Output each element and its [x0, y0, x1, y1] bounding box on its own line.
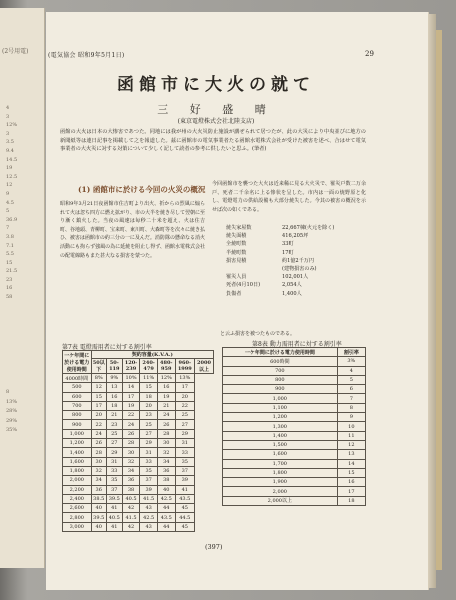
- left-page-value: 3.5: [6, 139, 14, 146]
- table-cell: 37: [140, 476, 158, 485]
- loss-label: 損害見積: [226, 257, 247, 264]
- table7-column-header: 480-959: [157, 359, 175, 374]
- table-cell: 2,400: [63, 494, 92, 503]
- table-cell: 32: [91, 466, 106, 475]
- journal-header: (電気協会 昭和9年5月1日): [48, 52, 125, 59]
- table-cell: 44: [157, 504, 175, 513]
- table-cell: 44.5: [175, 513, 194, 522]
- table-cell: 34: [91, 476, 106, 485]
- table-cell: 36: [91, 485, 106, 494]
- table-cell: 16: [157, 383, 175, 392]
- table-cell: 21: [106, 411, 122, 420]
- table-cell: 41: [175, 485, 194, 494]
- table-cell: 1,700: [223, 459, 338, 468]
- table-cell: 27: [140, 429, 158, 438]
- left-page-value: 14.5: [6, 156, 18, 163]
- table-cell: 23: [106, 420, 122, 429]
- table-cell: 16: [337, 478, 365, 487]
- table-cell: 43.5: [157, 513, 175, 522]
- table-row: [223, 431, 366, 440]
- table-cell: 600: [63, 392, 92, 401]
- left-page-value: 35%: [6, 427, 18, 433]
- left-page-fragment: [0, 8, 45, 568]
- left-page-value: 3: [6, 130, 10, 137]
- table-cell: 13%: [175, 374, 194, 383]
- table-cell: 800: [63, 411, 92, 420]
- table-cell: 3%: [337, 357, 365, 366]
- table-cell: 19: [157, 392, 175, 401]
- table-cell: 1,200: [63, 439, 92, 448]
- table-cell: 33: [175, 448, 194, 457]
- table-row: [63, 504, 214, 513]
- table-cell: 45: [175, 504, 194, 513]
- left-page-value: 15: [6, 259, 13, 266]
- table-cell: 41.5: [122, 513, 140, 522]
- table-cell: 33: [140, 457, 158, 466]
- page-number: 29: [365, 50, 374, 58]
- table-cell: 14: [337, 459, 365, 468]
- left-page-value: 3: [6, 113, 10, 120]
- table-cell: 20: [91, 411, 106, 420]
- table-cell: 800: [223, 375, 338, 384]
- table-cell: 35: [140, 466, 158, 475]
- table-row: [63, 392, 214, 401]
- table-cell: 27: [106, 439, 122, 448]
- table-cell: 31: [140, 448, 158, 457]
- table-cell: 19: [122, 401, 140, 410]
- table-cell: 9: [337, 413, 365, 422]
- table-cell: 28: [91, 448, 106, 457]
- table-cell: 16: [106, 392, 122, 401]
- table-row: [63, 420, 214, 429]
- table-cell: 40: [91, 504, 106, 513]
- section-left-text: 昭和9年3月21日夜函館市住吉町より出火、折からの烈風に煽られて火は忽ち四方に燃え拡がり、市の大半を焼き尽して翌朝に至り漸く鎮火した。当夜の風速は毎秒二十米を超え、火は住吉町、谷地頭、青柳町、宝来町、東川町、大森町等を次々に焼き払ひ、被害は函館市の約三分の一に及んだ。消防隊の懸命なる消火活動にも拘らず強風の為に延焼を阻止し得ず、函館水電株式会社の配電線路もまた甚大なる損害を蒙つた。: [60, 201, 206, 259]
- table-cell: 1,500: [223, 440, 338, 449]
- table-row: [223, 468, 366, 477]
- left-page-value: 12.5: [6, 173, 18, 180]
- table-cell: 700: [223, 366, 338, 375]
- book-cover-edge: [436, 30, 442, 570]
- table-cell: 43: [140, 522, 158, 531]
- left-page-value: 4: [6, 105, 10, 111]
- table-cell: 20: [175, 392, 194, 401]
- loss-row: [226, 273, 366, 281]
- loss-label: 負傷者: [226, 290, 242, 297]
- table-cell: 30: [122, 448, 140, 457]
- table-cell: 42: [122, 522, 140, 531]
- loss-label: 焼失面積: [226, 233, 247, 240]
- left-page-column-lower: [6, 388, 17, 436]
- loss-value: 17町: [282, 249, 294, 256]
- table-cell: 45: [175, 522, 194, 531]
- loss-value: 416,205坪: [282, 233, 309, 240]
- loss-value: 22,667棟(火元を除く): [282, 225, 335, 231]
- table-cell: 36: [122, 476, 140, 485]
- loss-row: [226, 249, 366, 257]
- table-cell: 25: [106, 429, 122, 438]
- table-cell: 38: [157, 476, 175, 485]
- table-cell: 4: [337, 366, 365, 375]
- table-cell: 1,600: [223, 450, 338, 459]
- table-cell: 700: [63, 401, 92, 410]
- table-row: [223, 487, 366, 496]
- table-cell: 23: [140, 411, 158, 420]
- table-cell: 3,000: [63, 522, 92, 531]
- table-cell: 26: [157, 420, 175, 429]
- table-row: [223, 422, 366, 431]
- table-cell: 28: [122, 439, 140, 448]
- table-cell: 31: [175, 439, 194, 448]
- table-cell: 6: [337, 385, 365, 394]
- table-row: [63, 429, 214, 438]
- loss-label: 罹災人員: [226, 274, 247, 281]
- table-cell: 28: [157, 429, 175, 438]
- section-heading: (1) 函館市に於ける今回の火災の概況: [78, 185, 206, 194]
- table-cell: 2,800: [63, 513, 92, 522]
- table-cell: 42.5: [140, 513, 158, 522]
- left-page-value: 13%: [6, 398, 18, 405]
- table-cell: 25: [175, 411, 194, 420]
- table-cell: 15: [91, 392, 106, 401]
- table-cell: 40.5: [122, 494, 140, 503]
- table-cell: 12: [337, 440, 365, 449]
- left-page-value: 4.5: [6, 199, 14, 206]
- author-affiliation: (東京電燈株式会社北陸支店): [177, 118, 255, 125]
- table-cell: 1,800: [63, 466, 92, 475]
- table-cell: 17: [91, 401, 106, 410]
- table-row: [63, 522, 214, 531]
- table7-column-header: 50-119: [106, 359, 122, 374]
- left-page-value: 7.1: [6, 242, 14, 249]
- table-cell: 29: [140, 439, 158, 448]
- table7-caption: 第7表 電燈需用者に対する割引率: [62, 344, 152, 351]
- table7-lighting-discount: [62, 350, 214, 532]
- section-right-text: 今回函館市を襲つた大火は近来稀に見る大火災で、罹災戸数二万余戸、死者二千余名に上る惨状を呈した。市内は一面の焼野原と化し、電燈電力の供給設備も大部分焼失した。今其の被害の概況を示せば次の如くである。: [212, 181, 366, 213]
- table-cell: 12: [91, 383, 106, 392]
- left-page-column: [6, 104, 17, 302]
- table-cell: 41: [106, 522, 122, 531]
- table-cell: 500: [63, 383, 92, 392]
- table-cell: 17: [175, 383, 194, 392]
- table8-power-discount: [222, 347, 366, 506]
- table-row: [223, 440, 366, 449]
- table-cell: 900: [63, 420, 92, 429]
- table-row: [223, 478, 366, 487]
- left-page-value: 19: [6, 165, 13, 172]
- table7-column-header: 240-479: [140, 359, 158, 374]
- table-row: [63, 466, 214, 475]
- table-cell: 21: [157, 401, 175, 410]
- table7-header-hours: 一ケ年間に於ける電力使用時間: [64, 352, 90, 373]
- table-cell: 26: [91, 439, 106, 448]
- left-page-value: 12: [6, 182, 13, 189]
- table-row: [63, 411, 214, 420]
- left-page-value: 3.8: [6, 233, 14, 240]
- table-cell: 30: [91, 457, 106, 466]
- left-page-value: 5.5: [6, 251, 14, 258]
- table-cell: 1,000: [63, 429, 92, 438]
- table-cell: 1,400: [63, 448, 92, 457]
- table-cell: 1,200: [223, 413, 338, 422]
- table8-header-hours: 一ケ年間に於ける電力使用時間: [223, 348, 338, 357]
- table8-caption: 第8表 動力需用者に対する割引率: [252, 341, 342, 348]
- table-row: [223, 450, 366, 459]
- table-cell: 7: [337, 394, 365, 403]
- table-cell: 34: [122, 466, 140, 475]
- table-cell: 2,200: [63, 485, 92, 494]
- table-cell: 29: [175, 429, 194, 438]
- loss-value: (建物損害のみ): [282, 266, 317, 273]
- table-cell: 17: [122, 392, 140, 401]
- left-page-value: 21.5: [6, 268, 18, 275]
- table-cell: 33: [106, 466, 122, 475]
- table-row: [63, 485, 214, 494]
- table-cell: 32: [157, 448, 175, 457]
- loss-summary-list: [226, 224, 366, 298]
- table-cell: 18: [140, 392, 158, 401]
- table-row: [63, 494, 214, 503]
- loss-row: [226, 240, 366, 248]
- table-cell: 44: [157, 522, 175, 531]
- loss-label: 全焼町数: [226, 241, 247, 248]
- loss-value: 約1億2千万円: [282, 257, 314, 264]
- table-cell: 8%: [91, 374, 106, 383]
- page-edge: [428, 14, 436, 588]
- left-page-value: 58: [6, 294, 13, 301]
- table7-column-header: 120-239: [122, 359, 140, 374]
- table-row: [63, 374, 214, 383]
- table-cell: 31: [106, 457, 122, 466]
- table-cell: 39.5: [91, 513, 106, 522]
- left-page-value: 23: [6, 276, 13, 283]
- table-cell: 15: [140, 383, 158, 392]
- loss-row: [226, 224, 366, 232]
- left-page-value: 16: [6, 285, 13, 292]
- loss-row: [226, 290, 366, 298]
- left-page-value: 5: [6, 208, 10, 215]
- left-page-value: 29%: [6, 417, 18, 424]
- left-page-value: 9: [6, 190, 10, 197]
- footer-page-label: (397): [205, 543, 223, 551]
- loss-label: 半焼町数: [226, 249, 247, 256]
- loss-row: [226, 265, 366, 273]
- table-cell: 2,600: [63, 504, 92, 513]
- table-cell: 11: [337, 431, 365, 440]
- table-cell: 13: [337, 450, 365, 459]
- left-page-value: 7: [6, 225, 10, 232]
- table-cell: 41.5: [140, 494, 158, 503]
- loss-label: 焼失家屋数: [226, 225, 252, 231]
- table-row: [63, 383, 214, 392]
- table-cell: 35: [106, 476, 122, 485]
- table-cell: 24: [122, 420, 140, 429]
- left-page-value: 9.4: [6, 147, 14, 154]
- table-cell: 42: [122, 504, 140, 513]
- table-cell: 37: [175, 466, 194, 475]
- table-cell: 14: [122, 383, 140, 392]
- table-cell: 43.5: [175, 494, 194, 503]
- table-cell: 29: [106, 448, 122, 457]
- table-cell: 5: [337, 375, 365, 384]
- table-cell: 2,000: [223, 487, 338, 496]
- loss-row: [226, 232, 366, 240]
- table-cell: 13: [106, 383, 122, 392]
- table-cell: 10: [337, 422, 365, 431]
- table-cell: 36: [157, 466, 175, 475]
- loss-summary-closing: と云ふ損害を被つたものである。: [220, 331, 296, 337]
- table-row: [63, 448, 214, 457]
- loss-label: [226, 265, 282, 273]
- loss-row: [226, 281, 366, 289]
- table-row: [223, 385, 366, 394]
- table-cell: 41: [106, 504, 122, 513]
- loss-row: [226, 257, 366, 265]
- table7-column-header: 960-1999: [175, 359, 194, 374]
- table-cell: 39: [175, 476, 194, 485]
- table-cell: 30: [157, 439, 175, 448]
- table-row: [223, 459, 366, 468]
- table-cell: 43: [140, 504, 158, 513]
- article-title: 函館市に大火の就て: [117, 75, 315, 95]
- table-cell: 25: [140, 420, 158, 429]
- loss-value: 1,400人: [282, 290, 302, 297]
- table-cell: 39: [140, 485, 158, 494]
- table-row: [63, 476, 214, 485]
- table-cell: 10%: [122, 374, 140, 383]
- table-cell: 2,000以上: [223, 496, 338, 505]
- table-row: [223, 357, 366, 366]
- table-row: [63, 513, 214, 522]
- table-cell: 18: [337, 496, 365, 505]
- table-cell: 42.5: [157, 494, 175, 503]
- table-row: [223, 394, 366, 403]
- loss-value: 33町: [282, 241, 294, 248]
- table-row: [223, 413, 366, 422]
- table-row: [223, 403, 366, 412]
- table-cell: 27: [175, 420, 194, 429]
- table-cell: 1,900: [223, 478, 338, 487]
- table-cell: 40.5: [106, 513, 122, 522]
- table-cell: 1,300: [223, 422, 338, 431]
- table-cell: 9%: [106, 374, 122, 383]
- table-cell: 22: [91, 420, 106, 429]
- table-cell: 11%: [140, 374, 158, 383]
- left-page-header: (2号用電): [2, 48, 29, 55]
- table-row: [63, 439, 214, 448]
- table-cell: 900: [223, 385, 338, 394]
- table8-header-rate: 割引率: [337, 348, 365, 357]
- loss-value: 2,054人: [282, 282, 302, 289]
- table-cell: 40: [157, 485, 175, 494]
- table-cell: 1,800: [223, 468, 338, 477]
- table7-column-header: 2000以上: [195, 359, 214, 374]
- table-row: [63, 457, 214, 466]
- table-cell: 32: [122, 457, 140, 466]
- table-cell: 8: [337, 403, 365, 412]
- table7-header-capacity: 契約容量(K.V.A.): [91, 351, 213, 359]
- table-cell: 22: [175, 401, 194, 410]
- table-cell: 1,100: [223, 403, 338, 412]
- table-cell: 38.5: [91, 494, 106, 503]
- table-cell: 1,000: [223, 394, 338, 403]
- table-cell: 40: [91, 522, 106, 531]
- table-cell: 26: [122, 429, 140, 438]
- table-cell: 18: [106, 401, 122, 410]
- table-row: [223, 366, 366, 375]
- table-cell: 37: [106, 485, 122, 494]
- table-cell: 39.5: [106, 494, 122, 503]
- table-cell: 35: [175, 457, 194, 466]
- loss-label: 死者(4月10日): [226, 282, 261, 289]
- table-cell: 38: [122, 485, 140, 494]
- table-cell: 1,600: [63, 457, 92, 466]
- table-row: [223, 375, 366, 384]
- table-cell: 15: [337, 468, 365, 477]
- table-row: [223, 496, 366, 505]
- table-cell: 600時間: [223, 357, 338, 366]
- table-cell: 12%: [157, 374, 175, 383]
- table-cell: 34: [157, 457, 175, 466]
- table7-column-header: 50以下: [92, 360, 105, 373]
- table-cell: 20: [140, 401, 158, 410]
- left-page-value: 12%: [6, 122, 18, 129]
- table-cell: 24: [157, 411, 175, 420]
- table-cell: 24: [91, 429, 106, 438]
- article-intro: 函館の大火は日本の大惨害であつた。同地には我が州の大火災防止施設が講ぜられて居つたが、此の大災により中央並びに地方の新聞紙等は連日記事を掲載して之を報道した。茲に函館市の電気事業者たる函館水電株式会社が受けた被害を述べ、合はせて電気事業者の大火災に対する対策について少しく記して読者の参考に供したいと思ふ。(筆者): [60, 129, 366, 152]
- table-cell: 1,400: [223, 431, 338, 440]
- table-cell: 4000時間: [63, 374, 92, 383]
- left-page-value: 28%: [6, 408, 18, 414]
- table-cell: 22: [122, 411, 140, 420]
- table-cell: 2,000: [63, 476, 92, 485]
- table-row: [63, 401, 214, 410]
- left-page-value: 8: [6, 389, 10, 395]
- left-page-value: 36.9: [6, 216, 18, 223]
- table-cell: 17: [337, 487, 365, 496]
- article-author: 三 好 盛 晴: [157, 103, 275, 116]
- loss-value: 102,001人: [282, 274, 309, 281]
